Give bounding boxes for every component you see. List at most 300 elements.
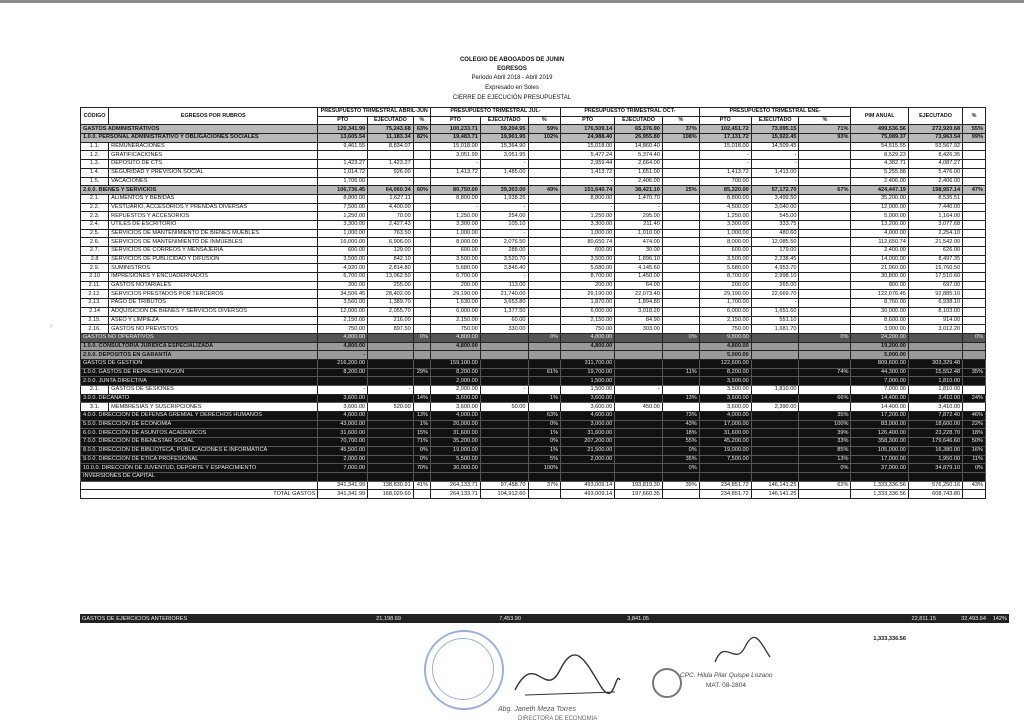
table-row bbox=[81, 177, 986, 186]
institution-seal-inner bbox=[432, 638, 494, 700]
row-code: 2.6. bbox=[81, 238, 109, 247]
row-value bbox=[908, 472, 962, 481]
row-value bbox=[662, 299, 699, 308]
row-value: 1% bbox=[528, 394, 561, 403]
row-value: 626.00 bbox=[908, 247, 962, 256]
row-value: 3,300.00 bbox=[431, 220, 481, 229]
row-value bbox=[963, 377, 986, 386]
row-code: 1.3. bbox=[81, 160, 109, 169]
row-value: 17,000.00 bbox=[699, 420, 751, 429]
row-code: 1.1. bbox=[81, 142, 109, 151]
table-row bbox=[81, 490, 986, 499]
sub-pto: PTO bbox=[561, 116, 615, 125]
sub-pct: % bbox=[413, 116, 430, 125]
row-value bbox=[662, 151, 699, 160]
row-value: 13,200.00 bbox=[851, 220, 908, 229]
row-value bbox=[662, 281, 699, 290]
row-value bbox=[799, 351, 851, 360]
row-value bbox=[528, 472, 561, 481]
row-value: 198,957.14 bbox=[908, 186, 962, 195]
row-label: ALIMENTOS Y BEBIDAS bbox=[109, 194, 318, 203]
row-value: 31,600.00 bbox=[431, 429, 481, 438]
row-value: 39% bbox=[799, 429, 851, 438]
row-value bbox=[368, 359, 414, 368]
table-row bbox=[81, 403, 986, 412]
row-label: DEPOSITO DE CTS bbox=[109, 160, 318, 169]
row-value: 1,651.00 bbox=[615, 168, 663, 177]
row-value: 480.60 bbox=[751, 229, 799, 238]
row-value: 22% bbox=[963, 420, 986, 429]
row-value bbox=[528, 342, 561, 351]
row-value: 3,653.80 bbox=[480, 299, 528, 308]
row-value bbox=[963, 307, 986, 316]
row-value: 30.00 bbox=[615, 247, 663, 256]
row-value: 70% bbox=[413, 464, 430, 473]
row-value bbox=[751, 394, 799, 403]
row-value: 750.00 bbox=[561, 325, 615, 334]
row-value: - bbox=[480, 160, 528, 169]
row-value bbox=[963, 351, 986, 360]
row-value bbox=[528, 168, 561, 177]
row-value bbox=[413, 307, 430, 316]
row-value: 15,018.00 bbox=[431, 142, 481, 151]
row-value bbox=[368, 438, 414, 447]
row-value bbox=[413, 342, 430, 351]
anteriores-ejec: 32,493.64 bbox=[938, 614, 988, 623]
col-q3: PRESUPUESTO TRIMESTRAL OCT- bbox=[561, 108, 700, 117]
row-value bbox=[799, 255, 851, 264]
row-value: 35% bbox=[662, 455, 699, 464]
row-value: 29,190.00 bbox=[699, 290, 751, 299]
row-value: 750.00 bbox=[699, 325, 751, 334]
row-value: 3,300.00 bbox=[699, 220, 751, 229]
row-value bbox=[413, 351, 430, 360]
row-value bbox=[528, 247, 561, 256]
row-value bbox=[413, 490, 430, 499]
row-label: GASTOS DE SESIONES bbox=[109, 386, 318, 395]
row-value bbox=[799, 377, 851, 386]
row-value: 17,000.00 bbox=[851, 455, 908, 464]
row-value: 264,133.71 bbox=[431, 481, 481, 490]
row-label: 8.0.0. DIRECCIÓN DE BIBLIOTECA, PUBLICACIONES E INFORMATICA bbox=[81, 446, 318, 455]
row-value bbox=[963, 151, 986, 160]
row-value: 800.00 bbox=[851, 281, 908, 290]
row-value: 15,760.50 bbox=[908, 264, 962, 273]
row-value bbox=[413, 177, 430, 186]
row-value: 44,300.00 bbox=[851, 368, 908, 377]
row-value: 61% bbox=[528, 368, 561, 377]
row-value: 29,190.00 bbox=[431, 290, 481, 299]
row-value: 62% bbox=[799, 481, 851, 490]
row-value: 1,700.00 bbox=[699, 299, 751, 308]
row-value: 216,200.00 bbox=[318, 359, 368, 368]
row-value: 1,500.00 bbox=[561, 386, 615, 395]
row-value bbox=[799, 299, 851, 308]
row-value bbox=[751, 438, 799, 447]
row-value: 914.00 bbox=[908, 316, 962, 325]
row-value bbox=[528, 290, 561, 299]
row-value: 474.00 bbox=[615, 238, 663, 247]
row-value: 30,800.00 bbox=[851, 273, 908, 282]
row-value: 2,055.70 bbox=[368, 307, 414, 316]
row-value: 8,200.00 bbox=[699, 368, 751, 377]
row-label: 5.0.0. DIRECCIÓN DE ECONOMÍA bbox=[81, 420, 318, 429]
row-label: SUMINISTROS bbox=[109, 264, 318, 273]
row-value bbox=[963, 264, 986, 273]
table-row bbox=[81, 247, 986, 256]
row-value: 493,009.14 bbox=[561, 490, 615, 499]
row-value: 146,141.25 bbox=[751, 490, 799, 499]
row-value: 1,010.00 bbox=[615, 229, 663, 238]
row-value: 59,204.95 bbox=[480, 125, 528, 134]
table-row bbox=[81, 203, 986, 212]
table-row bbox=[81, 290, 986, 299]
row-code: 2.7. bbox=[81, 247, 109, 256]
row-value: 16,380.00 bbox=[908, 446, 962, 455]
table-row bbox=[81, 325, 986, 334]
row-value: 6,000.00 bbox=[699, 307, 751, 316]
row-value bbox=[615, 359, 663, 368]
row-value: 303.00 bbox=[615, 325, 663, 334]
row-value: 15% bbox=[413, 429, 430, 438]
row-value: 333.75 bbox=[751, 220, 799, 229]
row-value bbox=[318, 377, 368, 386]
row-value bbox=[528, 151, 561, 160]
row-value: 0% bbox=[963, 464, 986, 473]
row-value: 2,150.00 bbox=[699, 316, 751, 325]
row-value bbox=[528, 142, 561, 151]
row-value: 520.00 bbox=[368, 403, 414, 412]
row-value bbox=[413, 325, 430, 334]
row-value: 303,329.48 bbox=[908, 359, 962, 368]
row-value: 13,062.50 bbox=[368, 273, 414, 282]
row-value: 1,413.72 bbox=[431, 168, 481, 177]
scan-top-edge bbox=[0, 0, 1024, 3]
row-value: 2,959.44 bbox=[561, 160, 615, 169]
row-value: 120,341.99 bbox=[318, 125, 368, 134]
row-value: 13,605.54 bbox=[318, 134, 368, 143]
row-code: 1.2. bbox=[81, 151, 109, 160]
row-value: 8,200.00 bbox=[318, 368, 368, 377]
row-value: 2,000.00 bbox=[431, 377, 481, 386]
row-value: 0% bbox=[662, 333, 699, 342]
table-row bbox=[81, 394, 986, 403]
row-value: 19,000.00 bbox=[699, 446, 751, 455]
row-value: 600.00 bbox=[431, 247, 481, 256]
row-value: 288.00 bbox=[480, 247, 528, 256]
row-value: 8,426.35 bbox=[908, 151, 962, 160]
row-value: 5,477.24 bbox=[561, 151, 615, 160]
row-value: - bbox=[751, 151, 799, 160]
row-value bbox=[413, 290, 430, 299]
row-value: 4,800.00 bbox=[431, 333, 481, 342]
row-value bbox=[963, 194, 986, 203]
row-value bbox=[963, 177, 986, 186]
row-value bbox=[662, 264, 699, 273]
row-value: 3,000.00 bbox=[561, 420, 615, 429]
row-value: 3,012.20 bbox=[908, 325, 962, 334]
row-value: 600.00 bbox=[561, 247, 615, 256]
row-value: 2,814.80 bbox=[368, 264, 414, 273]
row-value: 1,651.60 bbox=[751, 307, 799, 316]
row-value bbox=[963, 273, 986, 282]
row-value: 22,669.70 bbox=[751, 290, 799, 299]
row-value bbox=[799, 160, 851, 169]
row-value bbox=[751, 351, 799, 360]
row-value bbox=[480, 351, 528, 360]
row-value: 0% bbox=[528, 438, 561, 447]
row-value: 21,740.00 bbox=[480, 290, 528, 299]
row-value: 4,800.00 bbox=[561, 333, 615, 342]
row-value bbox=[662, 273, 699, 282]
row-value bbox=[368, 342, 414, 351]
row-value: 576,250.16 bbox=[908, 481, 962, 490]
row-value bbox=[908, 333, 962, 342]
row-value: 4,500.00 bbox=[699, 203, 751, 212]
row-value bbox=[528, 325, 561, 334]
row-value bbox=[963, 255, 986, 264]
row-value bbox=[662, 229, 699, 238]
row-value bbox=[963, 316, 986, 325]
table-row bbox=[81, 281, 986, 290]
row-value: 33% bbox=[799, 438, 851, 447]
row-value: 105,000.00 bbox=[851, 446, 908, 455]
row-value: 15,364.90 bbox=[480, 142, 528, 151]
row-value bbox=[368, 446, 414, 455]
row-value: - bbox=[615, 386, 663, 395]
row-value: 37,000.00 bbox=[851, 464, 908, 473]
row-label: 2.0.0. JUNTA DIRECTIVA bbox=[81, 377, 318, 386]
row-value: 6,906.00 bbox=[368, 238, 414, 247]
row-value: 16% bbox=[963, 446, 986, 455]
row-value: 1% bbox=[413, 420, 430, 429]
row-value bbox=[480, 333, 528, 342]
row-value: 234,851.72 bbox=[699, 481, 751, 490]
row-value bbox=[615, 342, 663, 351]
row-value: 5,500.00 bbox=[431, 455, 481, 464]
sub-ejec: EJECUTADO bbox=[751, 116, 799, 125]
row-value: 6,000.00 bbox=[561, 307, 615, 316]
anteriores-pct: 142% bbox=[988, 614, 1009, 623]
row-value bbox=[751, 472, 799, 481]
org-name: COLEGIO DE ABOGADOS DE JUNIN bbox=[459, 57, 565, 63]
table-row bbox=[81, 446, 986, 455]
row-value: 2,390.00 bbox=[751, 403, 799, 412]
row-value bbox=[615, 464, 663, 473]
row-value bbox=[963, 212, 986, 221]
row-value: 45,200.00 bbox=[699, 438, 751, 447]
row-value: - bbox=[751, 177, 799, 186]
row-value: 3,499.50 bbox=[751, 194, 799, 203]
row-value: 1,810.00 bbox=[751, 386, 799, 395]
row-label: GASTOS DE GESTION bbox=[81, 359, 318, 368]
table-row bbox=[81, 420, 986, 429]
row-value bbox=[480, 446, 528, 455]
row-value bbox=[480, 359, 528, 368]
row-label: SEGURIDAD Y PREVISION SOCIAL bbox=[109, 168, 318, 177]
row-value: 14,000.00 bbox=[851, 255, 908, 264]
row-value: 29,190.00 bbox=[561, 290, 615, 299]
row-value: 104,912.60 bbox=[480, 490, 528, 499]
row-value: 41% bbox=[413, 481, 430, 490]
row-value: 3,520.70 bbox=[480, 255, 528, 264]
row-value: 311,700.00 bbox=[561, 359, 615, 368]
row-value bbox=[528, 490, 561, 499]
row-value bbox=[662, 472, 699, 481]
row-label: SERVICIOS DE CORREOS Y MENSAJERIA bbox=[109, 247, 318, 256]
row-value: - bbox=[368, 386, 414, 395]
row-value: 926.00 bbox=[368, 168, 414, 177]
row-value bbox=[662, 238, 699, 247]
row-value bbox=[528, 220, 561, 229]
row-value: 53,567.92 bbox=[908, 142, 962, 151]
row-value bbox=[963, 386, 986, 395]
row-value: 1,894.80 bbox=[615, 299, 663, 308]
row-value bbox=[615, 472, 663, 481]
row-value: 2,400.00 bbox=[851, 247, 908, 256]
row-value bbox=[799, 220, 851, 229]
row-value: 1,413.00 bbox=[751, 168, 799, 177]
row-value: 14,860.40 bbox=[615, 142, 663, 151]
row-value: 35% bbox=[799, 412, 851, 421]
row-value bbox=[528, 160, 561, 169]
table-row bbox=[81, 212, 986, 221]
row-value: 18% bbox=[963, 429, 986, 438]
row-value: 5,000.00 bbox=[699, 351, 751, 360]
row-label: REMUNERACIONES bbox=[109, 142, 318, 151]
row-value: 15,018.00 bbox=[699, 142, 751, 151]
doc-subtitle: CIERRE DE EJECUCIÓN PRESUPUESTAL bbox=[452, 95, 572, 101]
row-value bbox=[480, 472, 528, 481]
row-value: 750.00 bbox=[318, 325, 368, 334]
row-label: SERVICIOS PRESTADOS POR TERCEROS bbox=[109, 290, 318, 299]
row-value: 0% bbox=[528, 333, 561, 342]
row-value: 13% bbox=[662, 394, 699, 403]
row-value: 6,000.00 bbox=[431, 307, 481, 316]
row-value: 179,646.60 bbox=[908, 438, 962, 447]
row-value: 3,051.99 bbox=[431, 151, 481, 160]
row-value: 14,509.45 bbox=[751, 142, 799, 151]
row-value: 2,238.45 bbox=[751, 255, 799, 264]
row-value: 842.10 bbox=[368, 255, 414, 264]
row-value bbox=[528, 377, 561, 386]
row-label: 6.0.0. DIRECCIÓN DE ASUNTOS ACADEMICOS bbox=[81, 429, 318, 438]
row-value bbox=[963, 168, 986, 177]
row-value: 4,800.00 bbox=[318, 342, 368, 351]
row-label: INVERSIONES DE CAPITAL bbox=[81, 472, 318, 481]
row-value: 5,476.00 bbox=[908, 168, 962, 177]
col-pim: PIM ANUAL bbox=[851, 108, 908, 125]
row-value bbox=[528, 273, 561, 282]
row-value bbox=[751, 377, 799, 386]
row-value: 1,485.00 bbox=[480, 168, 528, 177]
row-value: 43,000.00 bbox=[318, 420, 368, 429]
row-value: 5,680.00 bbox=[699, 264, 751, 273]
row-label: 2.0.0. BIENES Y SERVICIOS bbox=[81, 186, 318, 195]
row-value bbox=[662, 325, 699, 334]
row-value bbox=[799, 403, 851, 412]
row-value bbox=[799, 238, 851, 247]
row-value: 763.50 bbox=[368, 229, 414, 238]
row-value: 1,450.00 bbox=[615, 273, 663, 282]
row-value: - bbox=[699, 160, 751, 169]
row-label: GASTOS ADMINISTRATIVOS bbox=[81, 125, 318, 134]
row-value: 29% bbox=[413, 368, 430, 377]
row-label: 1.0.0. CONSULTORIA JURIDICA ESPECIALIZADA bbox=[81, 342, 318, 351]
row-value: 2,406.00 bbox=[908, 177, 962, 186]
row-value: - bbox=[480, 203, 528, 212]
col-q4: PRESUPUESTO TRIMESTRAL ENE- bbox=[699, 108, 851, 117]
row-value bbox=[615, 333, 663, 342]
table-row bbox=[81, 412, 986, 421]
row-code: 2.8 bbox=[81, 255, 109, 264]
anteriores-label: GASTOS DE EJERCICIOS ANTERIORES bbox=[80, 614, 299, 623]
table-row bbox=[81, 125, 986, 134]
row-value bbox=[528, 307, 561, 316]
row-value: 9,800.00 bbox=[699, 333, 751, 342]
row-value bbox=[963, 220, 986, 229]
row-value: 1,423.27 bbox=[318, 160, 368, 169]
row-value: - bbox=[368, 177, 414, 186]
row-value bbox=[528, 281, 561, 290]
row-value: 28,402.00 bbox=[368, 290, 414, 299]
row-value: 216.00 bbox=[368, 316, 414, 325]
row-value: 22,073.40 bbox=[615, 290, 663, 299]
row-value: 138,830.91 bbox=[368, 481, 414, 490]
row-value: 1,950.00 bbox=[908, 455, 962, 464]
row-value: 7,000.00 bbox=[318, 464, 368, 473]
row-value bbox=[528, 386, 561, 395]
row-value bbox=[318, 472, 368, 481]
row-value bbox=[963, 472, 986, 481]
row-value bbox=[799, 194, 851, 203]
row-value: 85% bbox=[799, 446, 851, 455]
row-code: 2.2. bbox=[81, 203, 109, 212]
row-value: 2,000.00 bbox=[431, 386, 481, 395]
sub-ejec: EJECUTADO bbox=[480, 116, 528, 125]
row-value bbox=[413, 247, 430, 256]
row-code: 1.4. bbox=[81, 168, 109, 177]
row-value: 75,243.68 bbox=[368, 125, 414, 134]
row-value: 2,664.00 bbox=[615, 160, 663, 169]
row-value bbox=[799, 281, 851, 290]
sub-pto: PTO bbox=[431, 116, 481, 125]
row-value: 19,000.00 bbox=[431, 446, 481, 455]
row-value: 1,627.11 bbox=[368, 194, 414, 203]
row-value: 4,400.00 bbox=[368, 203, 414, 212]
doc-title: EGRESOS bbox=[497, 66, 527, 72]
row-value: 3,300.00 bbox=[318, 220, 368, 229]
row-value: 200.00 bbox=[318, 281, 368, 290]
row-value: 100,233.71 bbox=[431, 125, 481, 134]
table-row bbox=[81, 377, 986, 386]
row-value: 65,376.90 bbox=[615, 125, 663, 134]
row-value bbox=[480, 438, 528, 447]
row-value bbox=[799, 177, 851, 186]
row-value bbox=[751, 368, 799, 377]
row-value: 3,500.00 bbox=[699, 255, 751, 264]
row-value: 30,000.00 bbox=[851, 307, 908, 316]
row-value: 1,500.00 bbox=[561, 377, 615, 386]
row-value: - bbox=[751, 299, 799, 308]
row-value bbox=[528, 299, 561, 308]
row-value: 43% bbox=[963, 481, 986, 490]
row-value: 8,800.00 bbox=[561, 194, 615, 203]
row-code: 2.3. bbox=[81, 212, 109, 221]
row-value bbox=[615, 377, 663, 386]
row-value bbox=[368, 455, 414, 464]
row-value: 12,085.50 bbox=[751, 238, 799, 247]
